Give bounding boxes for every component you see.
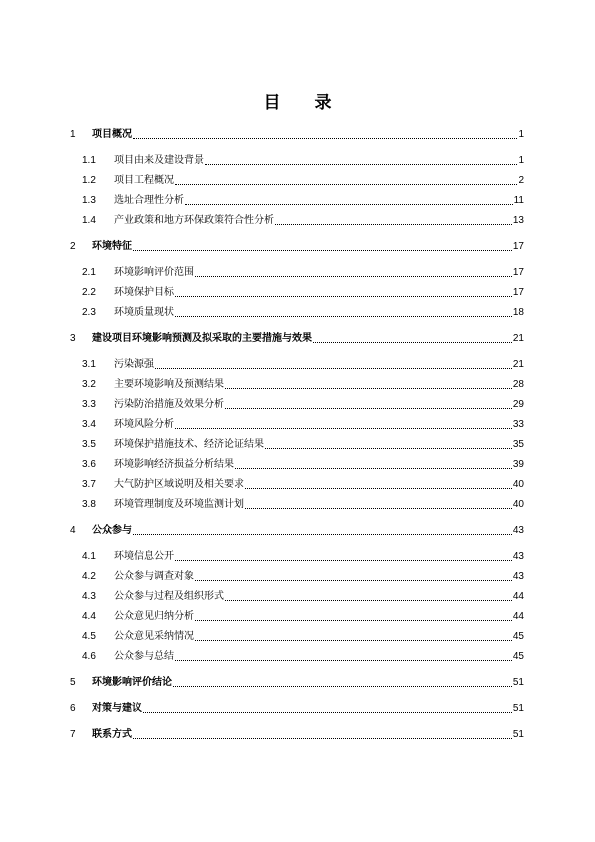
toc-leader-dots xyxy=(275,224,512,225)
toc-leader-dots xyxy=(185,204,513,205)
toc-number: 1.2 xyxy=(82,175,96,186)
toc-number: 4.2 xyxy=(82,571,96,582)
toc-entry-4-6[interactable] xyxy=(82,649,524,663)
toc-leader-dots xyxy=(175,184,517,185)
toc-label: 项目由来及建设背景 xyxy=(114,155,204,166)
toc-number: 1.1 xyxy=(82,155,96,166)
toc-page-number: 40 xyxy=(512,499,524,510)
toc-page-number: 1 xyxy=(518,129,524,140)
toc-leader-dots xyxy=(225,388,512,389)
toc-number: 1.3 xyxy=(82,195,96,206)
toc-number: 4.6 xyxy=(82,651,96,662)
toc-page-number: 13 xyxy=(512,215,524,226)
toc-page-number: 35 xyxy=(512,439,524,450)
toc-label: 公众意见采纳情况 xyxy=(114,631,194,642)
toc-label: 污染防治措施及效果分析 xyxy=(114,399,224,410)
toc-page-number: 43 xyxy=(512,525,524,536)
toc-number: 3.2 xyxy=(82,379,96,390)
toc-leader-dots xyxy=(225,408,512,409)
toc-entry-1-4[interactable] xyxy=(82,213,524,227)
toc-label: 公众参与过程及组织形式 xyxy=(114,591,224,602)
toc-leader-dots xyxy=(225,600,512,601)
toc-page-number: 51 xyxy=(512,729,524,740)
toc-entry-2-2[interactable] xyxy=(82,285,524,299)
toc-page-number: 18 xyxy=(512,307,524,318)
toc-entry-3-6[interactable] xyxy=(82,457,524,471)
toc-entry-1-1[interactable] xyxy=(82,153,524,167)
toc-number: 3.1 xyxy=(82,359,96,370)
toc-page-number: 45 xyxy=(512,631,524,642)
toc-number: 3.6 xyxy=(82,459,96,470)
toc-number: 2.3 xyxy=(82,307,96,318)
toc-entry-6[interactable] xyxy=(70,701,524,715)
toc-label: 选址合理性分析 xyxy=(114,195,184,206)
toc-entry-3-4[interactable] xyxy=(82,417,524,431)
toc-number: 4.1 xyxy=(82,551,96,562)
toc-entry-4-5[interactable] xyxy=(82,629,524,643)
toc-entry-3-2[interactable] xyxy=(82,377,524,391)
toc-label: 环境影响评价范围 xyxy=(114,267,194,278)
toc-number: 2 xyxy=(70,241,76,252)
toc-page-number: 2 xyxy=(518,175,524,186)
toc-number: 3.7 xyxy=(82,479,96,490)
toc-entry-1-3[interactable] xyxy=(82,193,524,207)
toc-label: 环境影响评价结论 xyxy=(92,677,172,688)
toc-page-number: 43 xyxy=(512,571,524,582)
toc-page-number: 17 xyxy=(512,267,524,278)
toc-entry-5[interactable] xyxy=(70,675,524,689)
toc-leader-dots xyxy=(195,580,512,581)
toc-page-number: 51 xyxy=(512,703,524,714)
toc-label: 环境风险分析 xyxy=(114,419,174,430)
toc-number: 5 xyxy=(70,677,76,688)
toc-number: 4.3 xyxy=(82,591,96,602)
toc-page-number: 39 xyxy=(512,459,524,470)
toc-label: 公众意见归纳分析 xyxy=(114,611,194,622)
toc-leader-dots xyxy=(173,686,512,687)
toc-label: 大气防护区域说明及相关要求 xyxy=(114,479,244,490)
toc-page-number: 51 xyxy=(512,677,524,688)
toc-number: 4.5 xyxy=(82,631,96,642)
toc-label: 污染源强 xyxy=(114,359,154,370)
toc-entry-4-1[interactable] xyxy=(82,549,524,563)
toc-entry-3-8[interactable] xyxy=(82,497,524,511)
toc-leader-dots xyxy=(195,620,512,621)
toc-page-number: 44 xyxy=(512,611,524,622)
toc-leader-dots xyxy=(205,164,517,165)
toc-label: 项目概况 xyxy=(92,129,132,140)
toc-leader-dots xyxy=(133,534,512,535)
toc-number: 2.2 xyxy=(82,287,96,298)
toc-entry-3-7[interactable] xyxy=(82,477,524,491)
toc-label: 联系方式 xyxy=(92,729,132,740)
toc-page-number: 45 xyxy=(512,651,524,662)
toc-page-number: 11 xyxy=(513,195,524,206)
toc-number: 3 xyxy=(70,333,76,344)
toc-label: 环境管理制度及环境监测计划 xyxy=(114,499,244,510)
toc-label: 公众参与调查对象 xyxy=(114,571,194,582)
toc-leader-dots xyxy=(133,738,512,739)
toc-entry-4[interactable] xyxy=(70,523,524,537)
toc-number: 2.1 xyxy=(82,267,96,278)
page-title: 目 录 xyxy=(263,93,346,113)
toc-page-number: 43 xyxy=(512,551,524,562)
toc-leader-dots xyxy=(175,560,512,561)
toc-leader-dots xyxy=(245,488,512,489)
toc-entry-4-4[interactable] xyxy=(82,609,524,623)
toc-entry-3[interactable] xyxy=(70,331,524,345)
toc-number: 1.4 xyxy=(82,215,96,226)
toc-entry-4-3[interactable] xyxy=(82,589,524,603)
toc-leader-dots xyxy=(175,296,512,297)
toc-label: 环境特征 xyxy=(92,241,132,252)
toc-entry-2-1[interactable] xyxy=(82,265,524,279)
toc-label: 建设项目环境影响预测及拟采取的主要措施与效果 xyxy=(92,333,312,344)
toc-page-number: 21 xyxy=(512,359,524,370)
toc-leader-dots xyxy=(175,428,512,429)
toc-leader-dots xyxy=(195,640,512,641)
toc-entry-1-2[interactable] xyxy=(82,173,524,187)
toc-page-number: 1 xyxy=(518,155,524,166)
toc-label: 公众参与总结 xyxy=(114,651,174,662)
toc-label: 对策与建议 xyxy=(92,703,142,714)
toc-leader-dots xyxy=(265,448,512,449)
toc-leader-dots xyxy=(133,138,517,139)
toc-entry-2[interactable] xyxy=(70,239,524,253)
toc-label: 项目工程概况 xyxy=(114,175,174,186)
toc-label: 环境质量现状 xyxy=(114,307,174,318)
toc-number: 7 xyxy=(70,729,76,740)
toc-entry-3-5[interactable] xyxy=(82,437,524,451)
toc-leader-dots xyxy=(133,250,512,251)
toc-leader-dots xyxy=(143,712,512,713)
toc-entry-3-3[interactable] xyxy=(82,397,524,411)
toc-entry-2-3[interactable] xyxy=(82,305,524,319)
toc-number: 6 xyxy=(70,703,76,714)
toc-label: 环境影响经济损益分析结果 xyxy=(114,459,234,470)
toc-page-number: 21 xyxy=(512,333,524,344)
toc-label: 产业政策和地方环保政策符合性分析 xyxy=(114,215,274,226)
toc-entry-1[interactable] xyxy=(70,127,524,141)
toc-label: 环境保护目标 xyxy=(114,287,174,298)
toc-leader-dots xyxy=(245,508,512,509)
toc-entry-4-2[interactable] xyxy=(82,569,524,583)
toc-label: 环境信息公开 xyxy=(114,551,174,562)
toc-leader-dots xyxy=(155,368,512,369)
toc-entry-3-1[interactable] xyxy=(82,357,524,371)
toc-number: 4 xyxy=(70,525,76,536)
toc-number: 1 xyxy=(70,129,76,140)
toc-page-number: 44 xyxy=(512,591,524,602)
toc-number: 3.4 xyxy=(82,419,96,430)
toc-number: 3.5 xyxy=(82,439,96,450)
toc-page-number: 28 xyxy=(512,379,524,390)
toc-page-number: 40 xyxy=(512,479,524,490)
toc-label: 环境保护措施技术、经济论证结果 xyxy=(114,439,264,450)
toc-leader-dots xyxy=(175,316,512,317)
toc-leader-dots xyxy=(313,342,512,343)
toc-page-number: 33 xyxy=(512,419,524,430)
toc-number: 3.3 xyxy=(82,399,96,410)
toc-leader-dots xyxy=(235,468,512,469)
toc-leader-dots xyxy=(175,660,512,661)
toc-label: 公众参与 xyxy=(92,525,132,536)
toc-number: 4.4 xyxy=(82,611,96,622)
toc-page-number: 29 xyxy=(512,399,524,410)
toc-page-number: 17 xyxy=(512,241,524,252)
toc-leader-dots xyxy=(195,276,512,277)
toc-number: 3.8 xyxy=(82,499,96,510)
toc-label: 主要环境影响及预测结果 xyxy=(114,379,224,390)
toc-page-number: 17 xyxy=(512,287,524,298)
toc-entry-7[interactable] xyxy=(70,727,524,741)
